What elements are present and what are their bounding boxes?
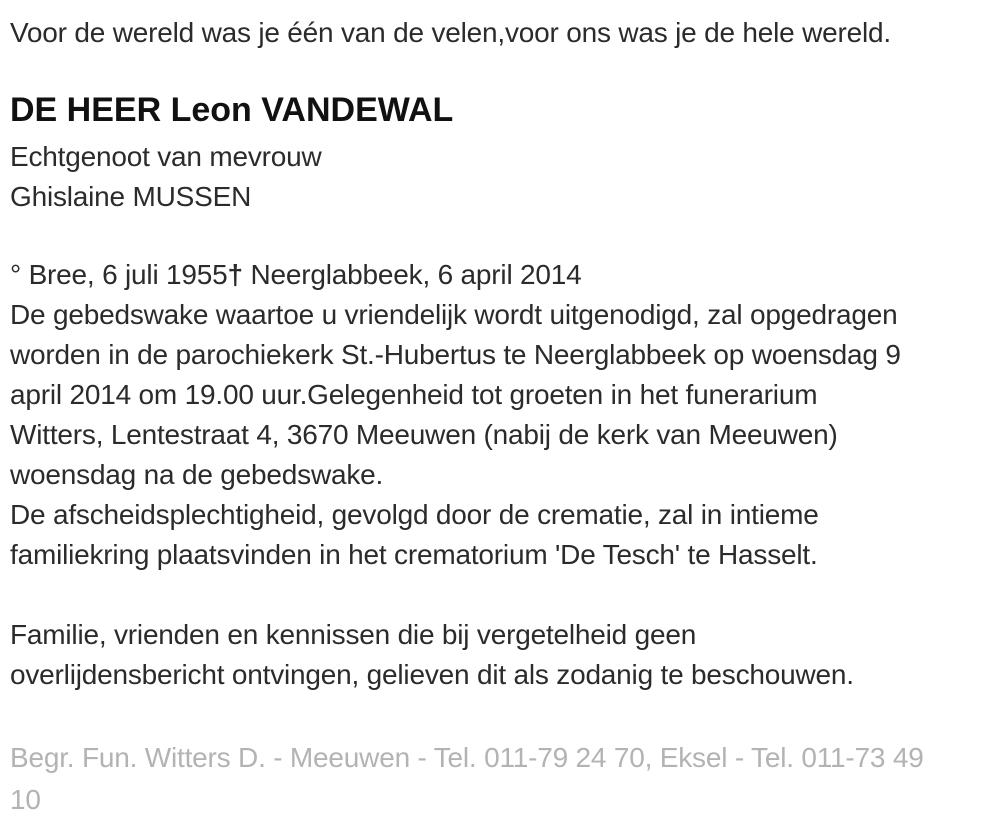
text-line: woensdag na de gebedswake. (10, 459, 384, 490)
funeral-home-footer (10, 737, 990, 821)
birth-date-text: ° Bree, 6 juli 1955 (10, 259, 228, 290)
memorial-quote: Voor de wereld was je één van de velen,voor ons was je de hele wereld. (10, 17, 891, 48)
relation-line: Echtgenoot van mevrouw (10, 141, 322, 172)
text-line: De gebedswake waartoe u vriendelijk wordt uitgenodigd, zal opgedragen (10, 299, 898, 330)
text-line: Witters, Lentestraat 4, 3670 Meeuwen (nabij de kerk van Meeuwen) (10, 419, 838, 450)
text-line: De afscheidsplechtigheid, gevolgd door de crematie, zal in intieme (10, 499, 819, 530)
relation-block (10, 137, 990, 217)
notice-paragraph (10, 615, 990, 695)
deceased-name-heading: DE HEER Leon VANDEWAL (10, 91, 454, 129)
death-date-text: Neerglabbeek, 6 april 2014 (242, 259, 582, 290)
text-line: Familie, vrienden en kennissen die bij vergetelheid geen (10, 619, 697, 650)
footer-line: 10 (10, 784, 41, 815)
death-cross-icon: † (227, 259, 243, 290)
ceremony-paragraph (10, 495, 990, 575)
text-line: april 2014 om 19.00 uur.Gelegenheid tot groeten in het funerarium (10, 379, 818, 410)
text-line: familiekring plaatsvinden in het crematorium 'De Tesch' te Hasselt. (10, 539, 818, 570)
text-line: worden in de parochiekerk St.-Hubertus te Neerglabbeek op woensdag 9 (10, 339, 901, 370)
footer-line: Begr. Fun. Witters D. - Meeuwen - Tel. 011-79 24 70, Eksel - Tel. 011-73 49 (10, 742, 924, 773)
service-paragraph (10, 295, 990, 495)
life-dates-line (10, 255, 990, 295)
spouse-name: Ghislaine MUSSEN (10, 181, 252, 212)
text-line: overlijdensbericht ontvingen, gelieven dit als zodanig te beschouwen. (10, 659, 854, 690)
